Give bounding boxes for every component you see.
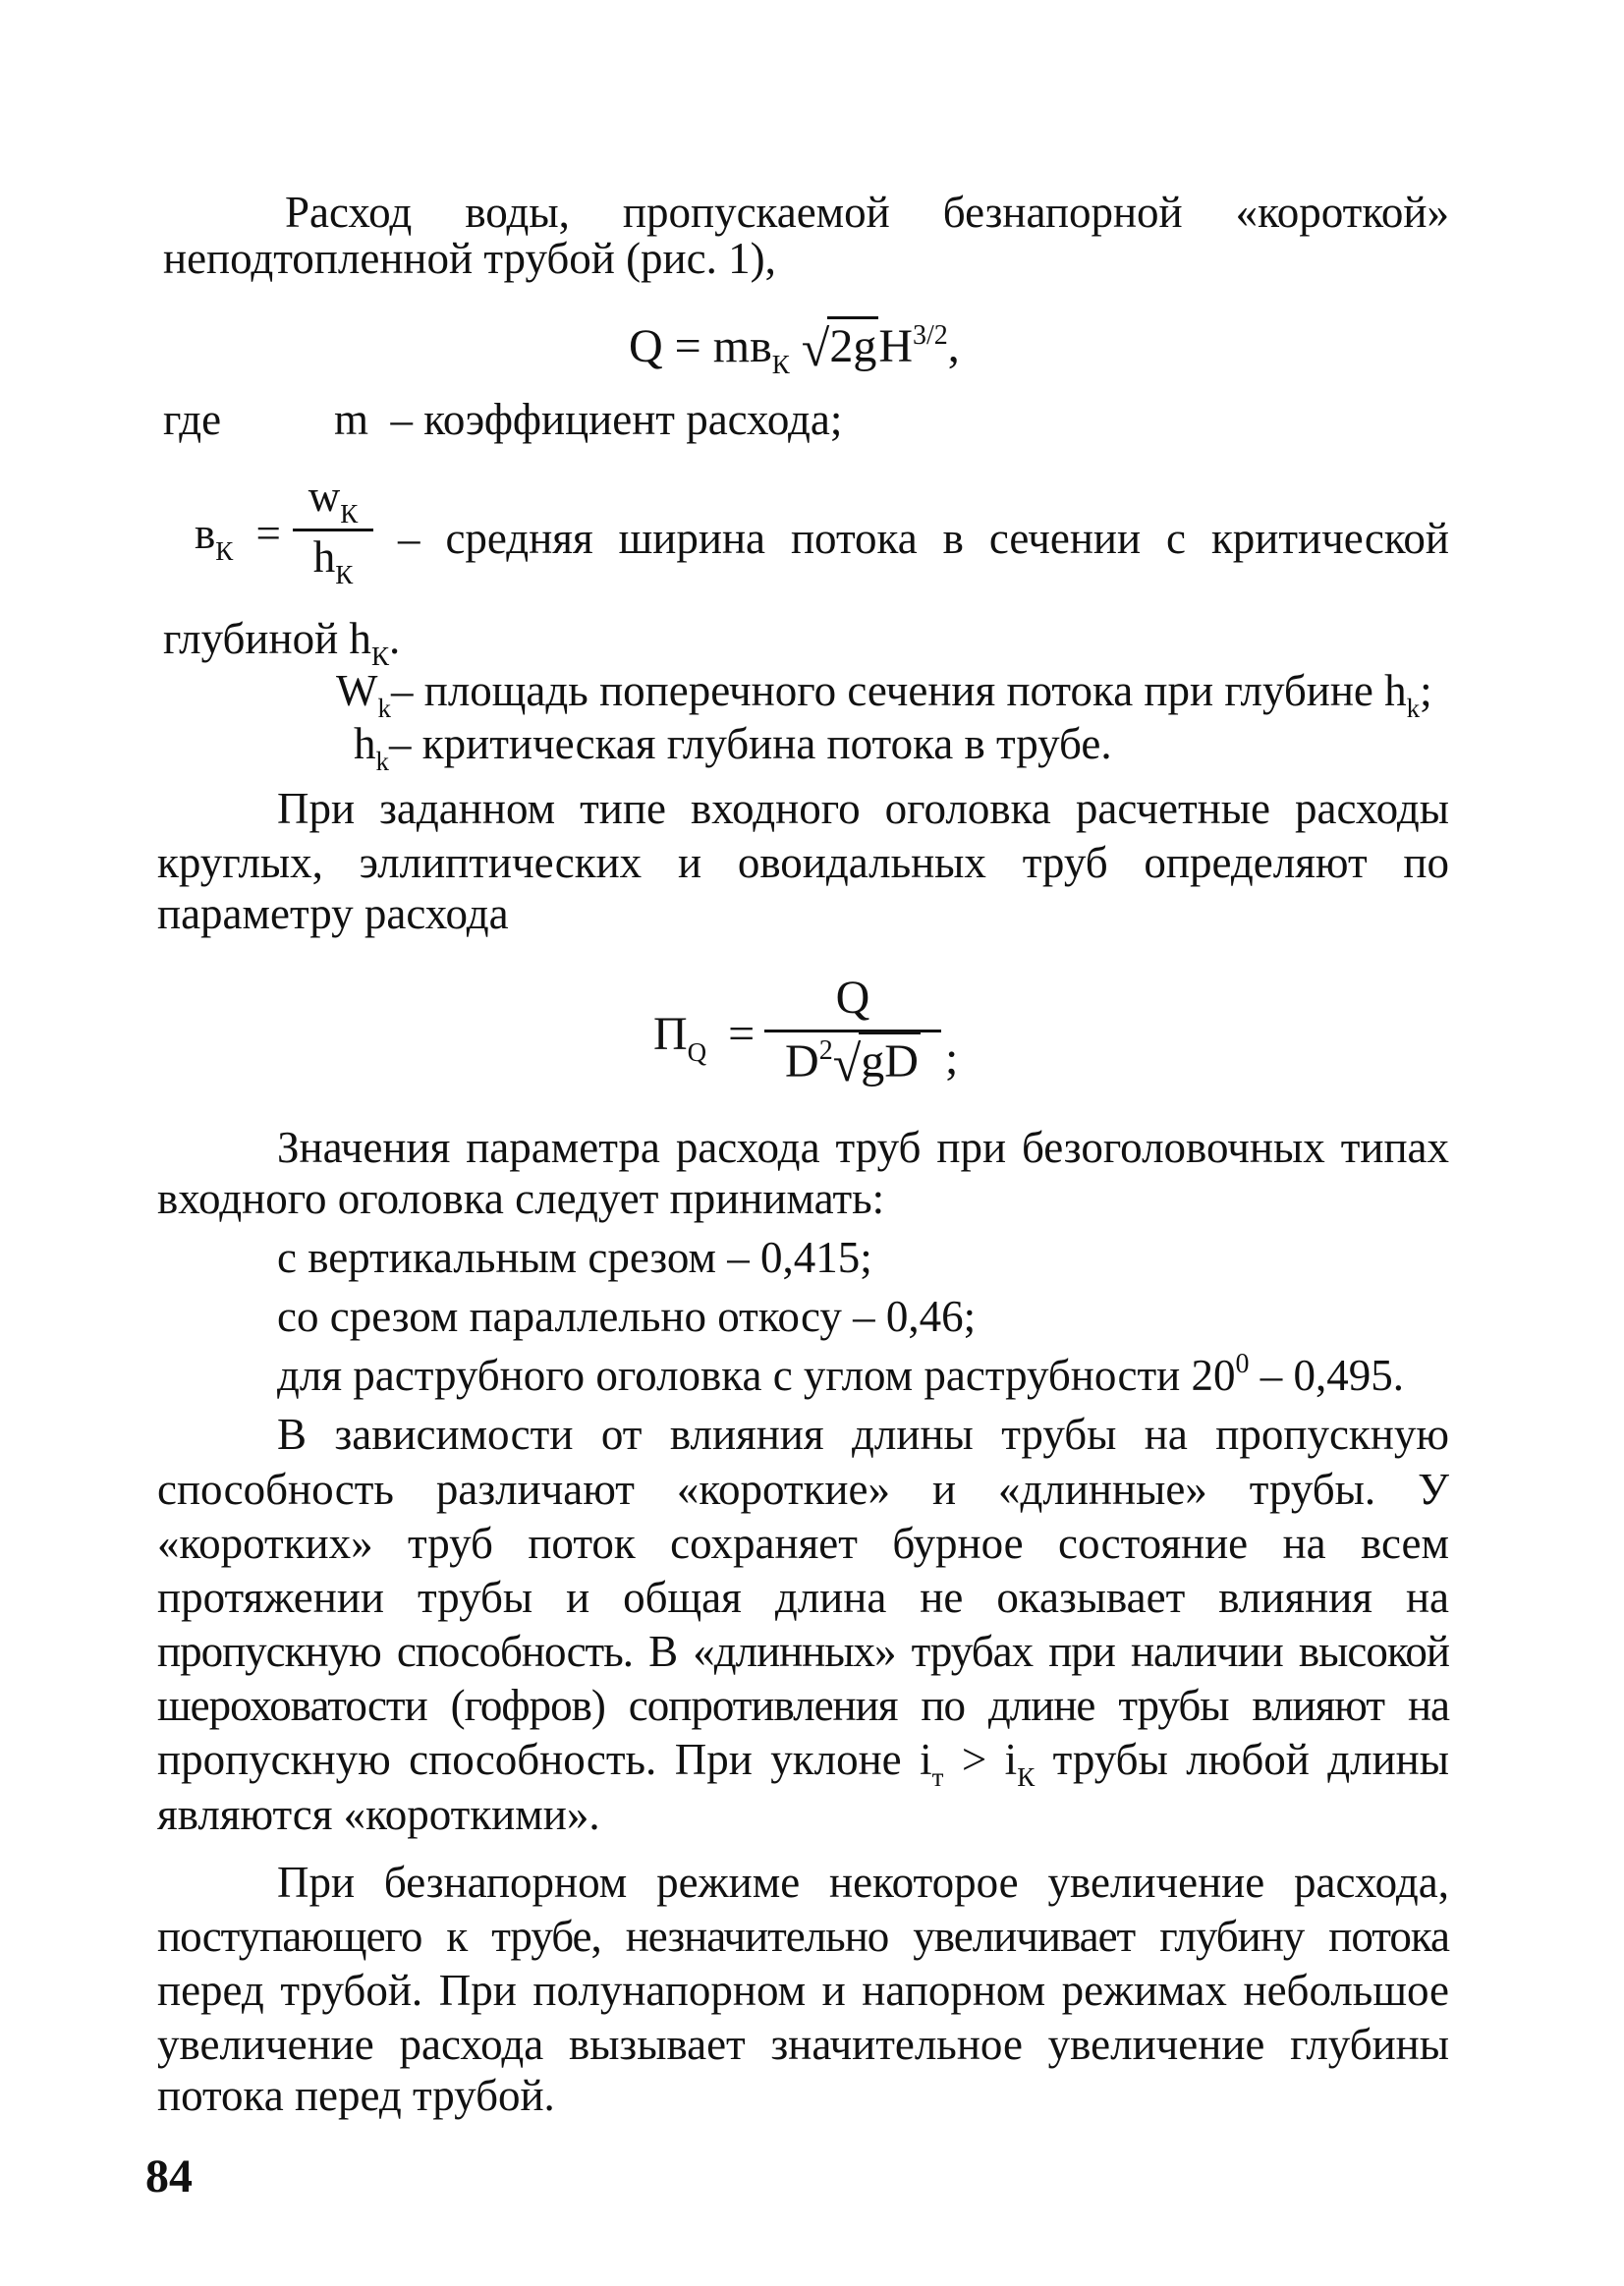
paragraph5-line3: перед трубой. При полунапорном и напорном режимах небольшое xyxy=(157,1966,1449,2015)
paragraph4-line2: способность различают «короткие» и «длинные» трубы. У xyxy=(157,1465,1449,1514)
bk-continuation: глубиной $h_К$. xyxy=(163,614,401,671)
paragraph2-line1: При заданном типе входного оголовка расчетные расходы xyxy=(277,784,1449,833)
paragraph1-line1: Расход воды, пропускаемой безнапорной «короткой» xyxy=(285,188,1449,237)
paragraph4-line4: протяжении трубы и общая длина не оказывает влияния на xyxy=(157,1573,1449,1622)
bk-lhs xyxy=(195,509,281,566)
paragraph5-line1: При безнапорном режиме некоторое увеличение расхода, xyxy=(277,1858,1449,1907)
paragraph2-line3: параметру расхода xyxy=(157,889,509,938)
bk-description: – средняя ширина потока в сечении с критической xyxy=(398,514,1449,563)
paragraph1-line2: неподтопленной трубой (рис. 1), xyxy=(163,234,776,283)
bk-fraction-num: $w_К$ xyxy=(308,472,359,529)
formula-q-m: mв xyxy=(712,320,772,372)
bk-eq: = xyxy=(255,509,281,558)
paragraph3-item1: с вертикальным срезом – 0,415; xyxy=(277,1233,872,1282)
formula-q-tail: , xyxy=(947,320,960,372)
formula-q-root: 2g xyxy=(827,316,878,373)
formula-pq-fraction xyxy=(764,971,941,1098)
bk-lhs-sym: в xyxy=(195,509,216,558)
bk-fraction-bar xyxy=(293,529,373,531)
paragraph3-line2: входного оголовка следует принимать: xyxy=(157,1174,885,1223)
formula-pq-lhs: $П_Q$ = xyxy=(653,1008,756,1067)
bk-lhs-sub: К xyxy=(215,536,234,566)
formula-q-sub: К xyxy=(771,350,790,379)
formula-q-eq: = xyxy=(674,320,701,372)
paragraph3-line1: Значения параметра расхода труб при безоголовочных типах xyxy=(277,1123,1449,1172)
paragraph5-line4: увеличение расхода вызывает значительное увеличение глубины xyxy=(157,2020,1449,2069)
where-m-line: m – коэффициент расхода; xyxy=(334,395,843,444)
paragraph4-line3: «коротких» труб поток сохраняет бурное состояние на всем xyxy=(157,1519,1449,1568)
formula-pq-tail: ; xyxy=(945,1032,959,1085)
bk-fraction xyxy=(293,472,373,589)
paragraph3-item2: со срезом параллельно откосу – 0,46; xyxy=(277,1292,977,1341)
paragraph3-item3: для раструбного оголовка с углом раструбности $20^0 - 0,495$. xyxy=(277,1349,1404,1400)
paragraph4-line8: являются «короткими». xyxy=(157,1790,600,1839)
formula-pq-num: Q xyxy=(835,972,870,1024)
paragraph2-line2: круглых, эллиптических и овоидальных труб определяют по xyxy=(157,838,1449,887)
paragraph4-line6: шероховатости (гофров) сопротивления по длине трубы влияют на xyxy=(157,1681,1449,1730)
paragraph4-line1: В зависимости от влияния длины трубы на пропускную xyxy=(277,1410,1449,1459)
paragraph4-line5: пропускную способность. В «длинных» трубах при наличии высокой xyxy=(157,1627,1449,1676)
formula-q-h: H xyxy=(878,320,913,372)
paragraph4-line7: пропускную способность. При уклоне $i_т > i_К$ трубы любой длины xyxy=(157,1735,1449,1792)
formula-q-sqrt: √2g xyxy=(802,316,879,379)
page-number: 84 xyxy=(145,2150,193,2202)
where-label: где xyxy=(163,395,222,444)
paragraph5-line5: потока перед трубой. xyxy=(157,2071,555,2120)
paragraph5-line2: поступающего к трубе, незначительно увеличивает глубину потока xyxy=(157,1912,1449,1961)
hk-definition: $h_k-$ критическая глубина потока в трубе. xyxy=(354,719,1112,776)
wk-definition: $W_k-$ площадь поперечного сечения потока при глубине $h_k$; xyxy=(336,666,1432,723)
bk-fraction-den: $h_К$ xyxy=(312,532,354,589)
formula-pq-den: $D^2√gD$ xyxy=(764,1031,941,1094)
formula-q-lhs: Q xyxy=(629,320,663,372)
formula-q-exp: 3/2 xyxy=(912,320,948,351)
formula-q xyxy=(629,316,960,379)
